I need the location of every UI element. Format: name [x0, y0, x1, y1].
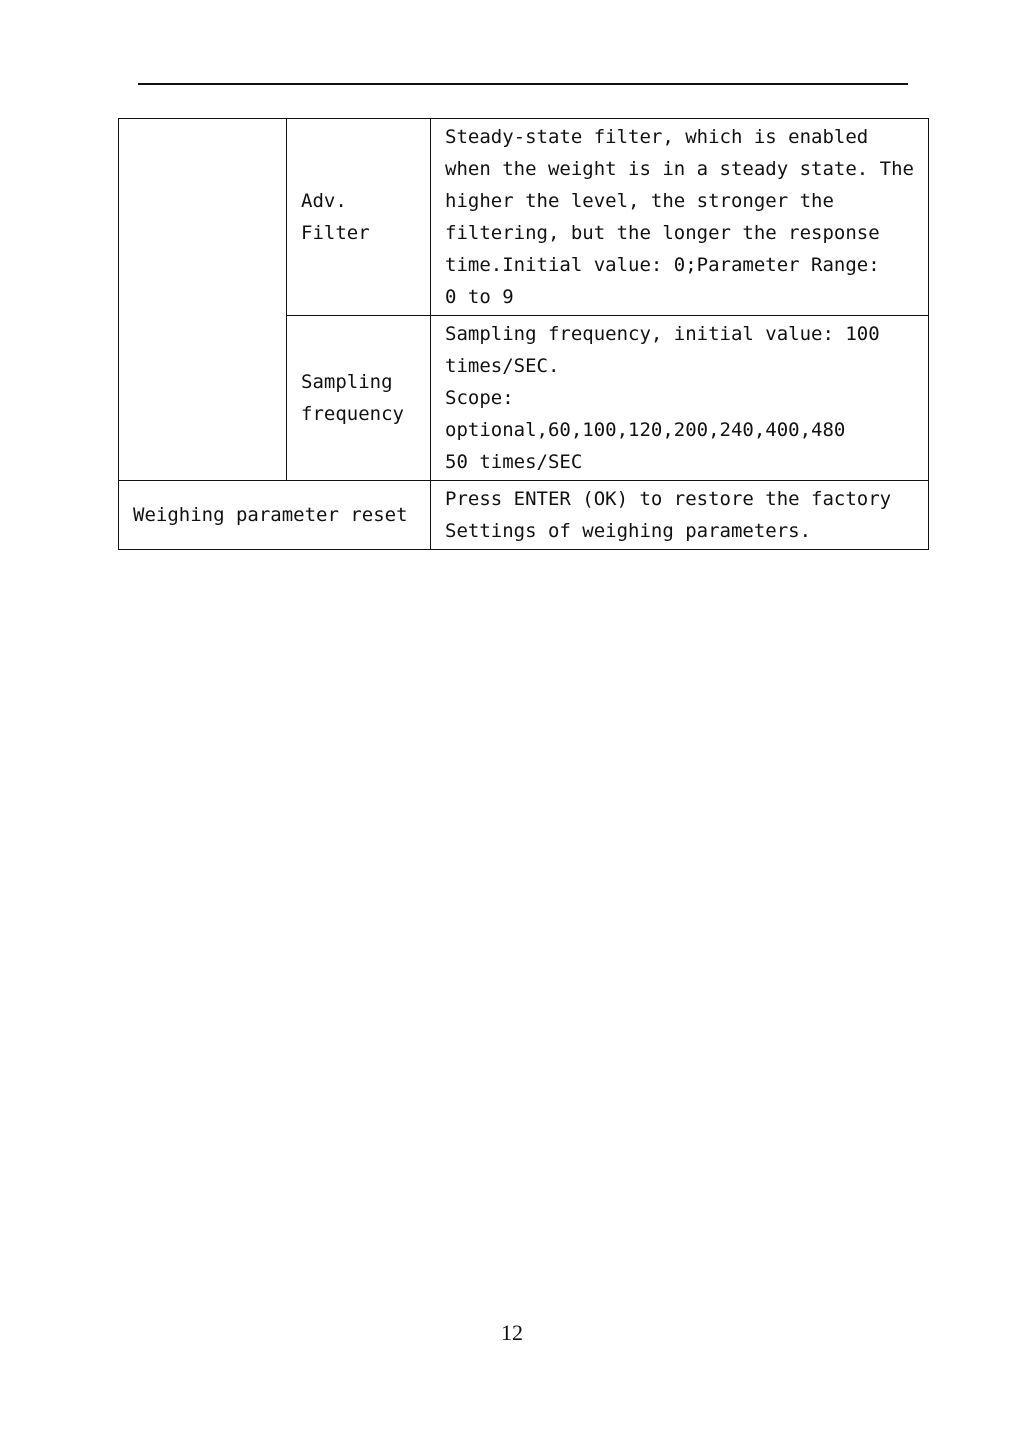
desc-line: Steady-state filter, which is enabled — [445, 126, 869, 148]
desc-line: time.Initial value: 0;Parameter Range: — [445, 254, 880, 276]
param-name-weighing-reset: Weighing parameter reset — [119, 481, 431, 550]
param-name-sampling-frequency — [287, 316, 431, 481]
header-rule — [138, 83, 908, 85]
desc-line: higher the level, the stronger the — [445, 190, 834, 212]
parameter-table — [118, 118, 929, 550]
param-desc-weighing-reset — [431, 481, 929, 550]
desc-line: 0 to 9 — [445, 286, 514, 308]
desc-line: Press ENTER (OK) to restore the factory — [445, 488, 892, 510]
desc-line: Sampling frequency, initial value: 100 — [445, 323, 880, 345]
desc-line: times/SEC. — [445, 355, 560, 377]
param-desc-sampling-frequency — [431, 316, 929, 481]
desc-line: optional,60,100,120,200,240,400,480 — [445, 419, 846, 441]
param-name-line: Adv. — [301, 190, 347, 212]
param-name-line: Sampling — [301, 371, 393, 393]
param-name-line: frequency — [301, 403, 404, 425]
desc-line: Scope: — [445, 387, 514, 409]
desc-line: when the weight is in a steady state. The — [445, 158, 914, 180]
desc-line: filtering, but the longer the response — [445, 222, 880, 244]
table-row-weighing-reset — [119, 481, 929, 550]
desc-line: 50 times/SEC — [445, 451, 583, 473]
desc-line: Settings of weighing parameters. — [445, 520, 812, 542]
param-name-line: Filter — [301, 222, 370, 244]
param-desc-adv-filter — [431, 119, 929, 316]
page-number: 12 — [501, 1320, 523, 1345]
param-name-adv-filter — [287, 119, 431, 316]
table-row-adv-filter — [119, 119, 929, 316]
parent-category-cell — [119, 119, 287, 481]
